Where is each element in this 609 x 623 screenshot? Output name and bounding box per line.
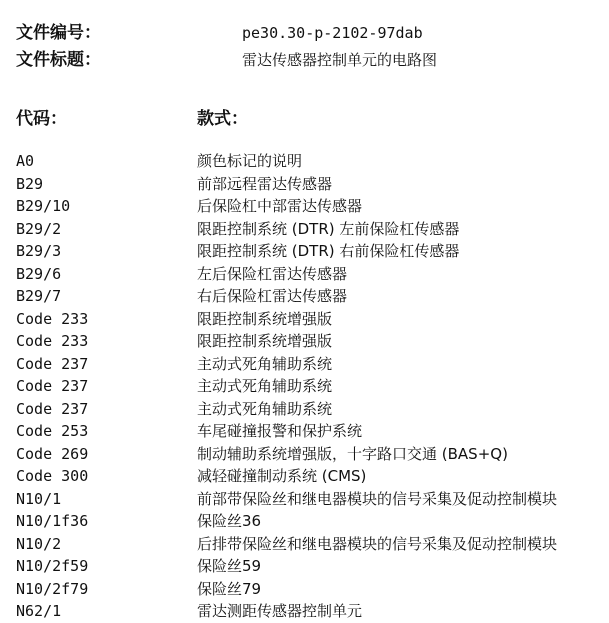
style-column-header: 款式：: [197, 109, 248, 129]
table-row: [16, 488, 609, 511]
table-row: [16, 240, 609, 263]
row-code: N10/2f59: [16, 557, 89, 575]
table-row: [16, 375, 609, 398]
row-code: B29/7: [16, 287, 62, 305]
row-description: 主动式死角辅助系统: [197, 399, 333, 418]
table-row: [16, 285, 609, 308]
row-description: 限距控制系统 (DTR) 左前保险杠传感器: [197, 219, 460, 238]
code-table: [16, 150, 609, 623]
row-code: Code 237: [16, 354, 89, 373]
row-code: B29/6: [16, 264, 62, 283]
doc-number-label: 文件编号：: [16, 23, 101, 43]
row-description: 左后保险杠雷达传感器: [197, 264, 348, 283]
row-code: A0: [16, 152, 35, 170]
row-description: 限距控制系统增强版: [197, 332, 333, 350]
table-row: [16, 398, 609, 421]
row-description: 前部远程雷达传感器: [197, 174, 333, 193]
row-code: N10/1f36: [16, 512, 89, 530]
table-row: [16, 353, 609, 376]
doc-title-label: 文件标题：: [16, 50, 101, 70]
table-row: [16, 533, 609, 556]
table-row: [16, 195, 609, 218]
doc-title-value: 雷达传感器控制单元的电路图: [242, 51, 438, 69]
table-row: [16, 600, 609, 623]
doc-number-value: pe30.30-p-2102-97dab: [242, 24, 423, 42]
row-code: Code 300: [16, 467, 89, 485]
row-code: Code 233: [16, 332, 89, 350]
row-description: 颜色标记的说明: [197, 152, 303, 170]
row-code: B29/10: [16, 197, 71, 215]
row-code: N10/2f79: [16, 579, 89, 598]
row-description: 保险丝59: [197, 557, 262, 575]
row-code: Code 269: [16, 444, 89, 463]
table-row: [16, 150, 609, 173]
row-description: 制动辅助系统增强版，十字路口交通 (BAS+Q): [197, 444, 508, 463]
row-code: Code 233: [16, 309, 89, 328]
row-description: 车尾碰撞报警和保护系统: [197, 422, 363, 440]
row-description: 主动式死角辅助系统: [197, 377, 333, 395]
row-description: 后保险杠中部雷达传感器: [197, 197, 363, 215]
row-code: Code 237: [16, 399, 89, 418]
table-row: [16, 263, 609, 286]
row-description: 保险丝36: [197, 512, 262, 530]
row-code: N10/2: [16, 534, 62, 553]
code-column-header: 代码：: [16, 109, 67, 129]
row-code: B29: [16, 174, 44, 193]
row-description: 减轻碰撞制动系统 (CMS): [197, 467, 367, 485]
row-code: Code 237: [16, 377, 89, 395]
table-row: [16, 555, 609, 578]
table-row: [16, 308, 609, 331]
table-row: [16, 173, 609, 196]
row-description: 右后保险杠雷达传感器: [197, 287, 348, 305]
table-row: [16, 465, 609, 488]
table-row: [16, 330, 609, 353]
table-row: [16, 443, 609, 466]
row-description: 主动式死角辅助系统: [197, 354, 333, 373]
row-description: 前部带保险丝和继电器模块的信号采集及促动控制模块: [197, 489, 558, 508]
row-description: 限距控制系统增强版: [197, 309, 333, 328]
row-code: N10/1: [16, 489, 62, 508]
row-description: 限距控制系统 (DTR) 右前保险杠传感器: [197, 242, 460, 260]
table-row: [16, 218, 609, 241]
table-row: [16, 420, 609, 443]
row-code: B29/3: [16, 242, 62, 260]
row-code: Code 253: [16, 422, 89, 440]
row-description: 保险丝79: [197, 579, 262, 598]
row-code: B29/2: [16, 219, 62, 238]
row-code: N62/1: [16, 602, 62, 620]
table-row: [16, 510, 609, 533]
row-description: 雷达测距传感器控制单元: [197, 602, 363, 620]
row-description: 后排带保险丝和继电器模块的信号采集及促动控制模块: [197, 534, 558, 553]
table-row: [16, 578, 609, 601]
